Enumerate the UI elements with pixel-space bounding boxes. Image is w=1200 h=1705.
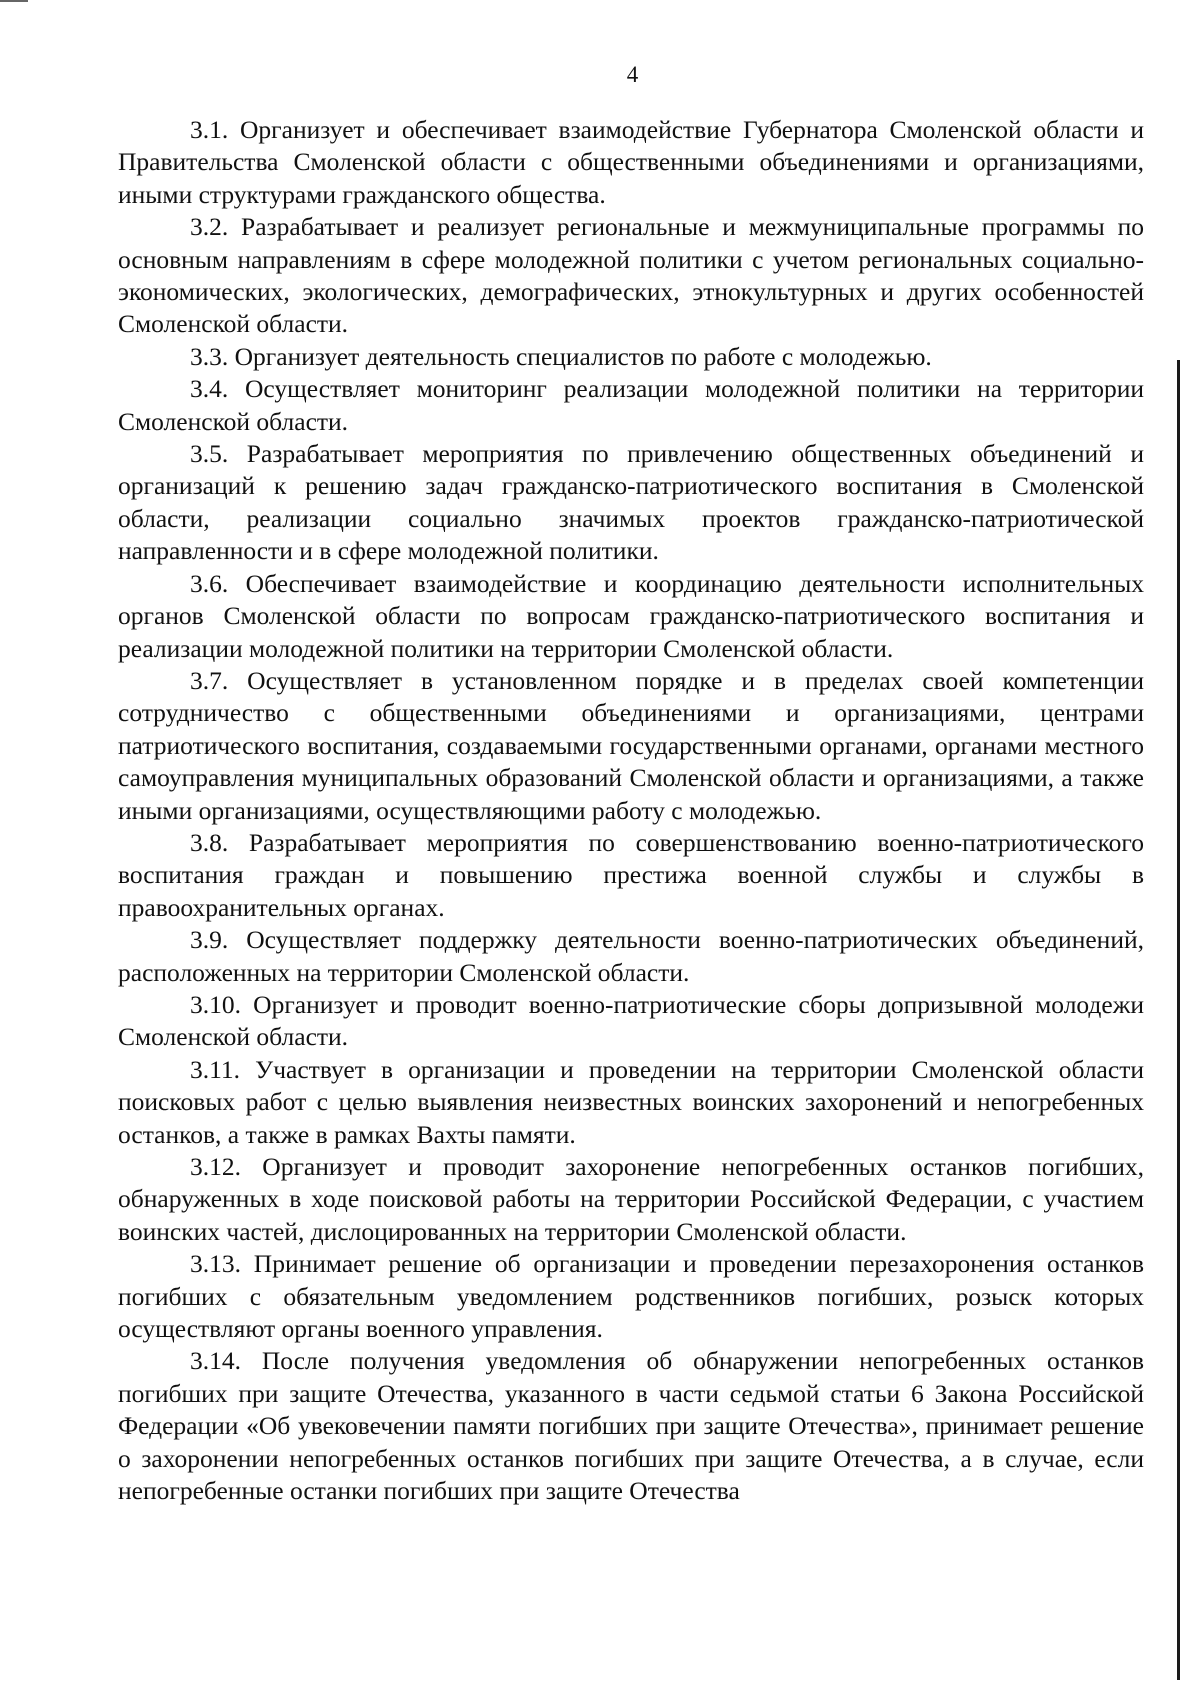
paragraph-3-3: 3.3. Организует деятельность специалистов по работе с молодежью. [190,341,932,371]
page-edge-line [1177,360,1180,1680]
paragraph-3-14: 3.14. После получения уведомления об обнаружении непогребенных останков погибших при защите Отечества, указанного в части седьмой статьи 6 Закона Российской Федерации «Об увековечении памяти погибших при защите Отечества», принимает решение о захоронении непогребенных останков погибших при защите Отечества, а в случае, если непогребенные останки погибших при защите Отечества [118,1346,1144,1506]
document-body [118,114,1144,1507]
paragraph-3-11: 3.11. Участвует в организации и проведении на территории Смоленской области поисковых работ с целью выявления неизвестных воинских захоронений и непогребенных останков, а также в рамках Вахты памяти. [118,1054,1144,1149]
paragraph-3-9: 3.9. Осуществляет поддержку деятельности военно-патриотических объединений, расположенных на территории Смоленской области. [118,925,1144,987]
paragraph-3-2: 3.2. Разрабатывает и реализует региональные и межмуниципальные программы по основным направлениям в сфере молодежной политики с учетом региональных социально-экономических, экологических, демографических, этнокультурных и других особенностей Смоленской области. [118,212,1144,339]
paragraph-3-10: 3.10. Организует и проводит военно-патриотические сборы допризывной молодежи Смоленской области. [118,989,1144,1052]
page-number: 4 [626,62,639,87]
paragraph-3-8: 3.8. Разрабатывает мероприятия по совершенствованию военно-патриотического воспитания граждан и повышению престижа военной службы и службы в правоохранительных органах. [118,827,1144,922]
paragraph-3-7: 3.7. Осуществляет в установленном порядке и в пределах своей компетенции сотрудничество с общественными объединениями и организациями, центрами патриотического воспитания, создаваемыми государственными органами, органами местного самоуправления муниципальных образований Смоленской области и организациями, а также иными организациями, осуществляющими работу с молодежью. [118,665,1144,825]
paragraph-3-1: 3.1. Организует и обеспечивает взаимодействие Губернатора Смоленской области и Правительства Смоленской области с общественными объединениями и организациями, иными структурами гражданского общества. [118,115,1144,209]
scan-edge-mark [0,0,28,2]
paragraph-3-13: 3.13. Принимает решение об организации и проведении перезахоронения останков погибших с обязательным уведомлением родственников погибших, розыск которых осуществляют органы военного управления. [118,1249,1144,1344]
paragraph-3-4: 3.4. Осуществляет мониторинг реализации молодежной политики на территории Смоленской области. [118,374,1144,436]
paragraph-3-12: 3.12. Организует и проводит захоронение непогребенных останков погибших, обнаруженных в ходе поисковой работы на территории Российской Федерации, с участием воинских частей, дислоцированных на территории Смоленской области. [118,1152,1144,1246]
paragraph-3-6: 3.6. Обеспечивает взаимодействие и координацию деятельности исполнительных органов Смоленской области по вопросам гражданско-патриотического воспитания и реализации молодежной политики на территории Смоленской области. [118,568,1144,663]
paragraph-3-5: 3.5. Разрабатывает мероприятия по привлечению общественных объединений и организаций к решению задач гражданско-патриотического воспитания в Смоленской области, реализации социально значимых проектов гражданско-патриотической направленности и в сфере молодежной политики. [118,439,1144,566]
